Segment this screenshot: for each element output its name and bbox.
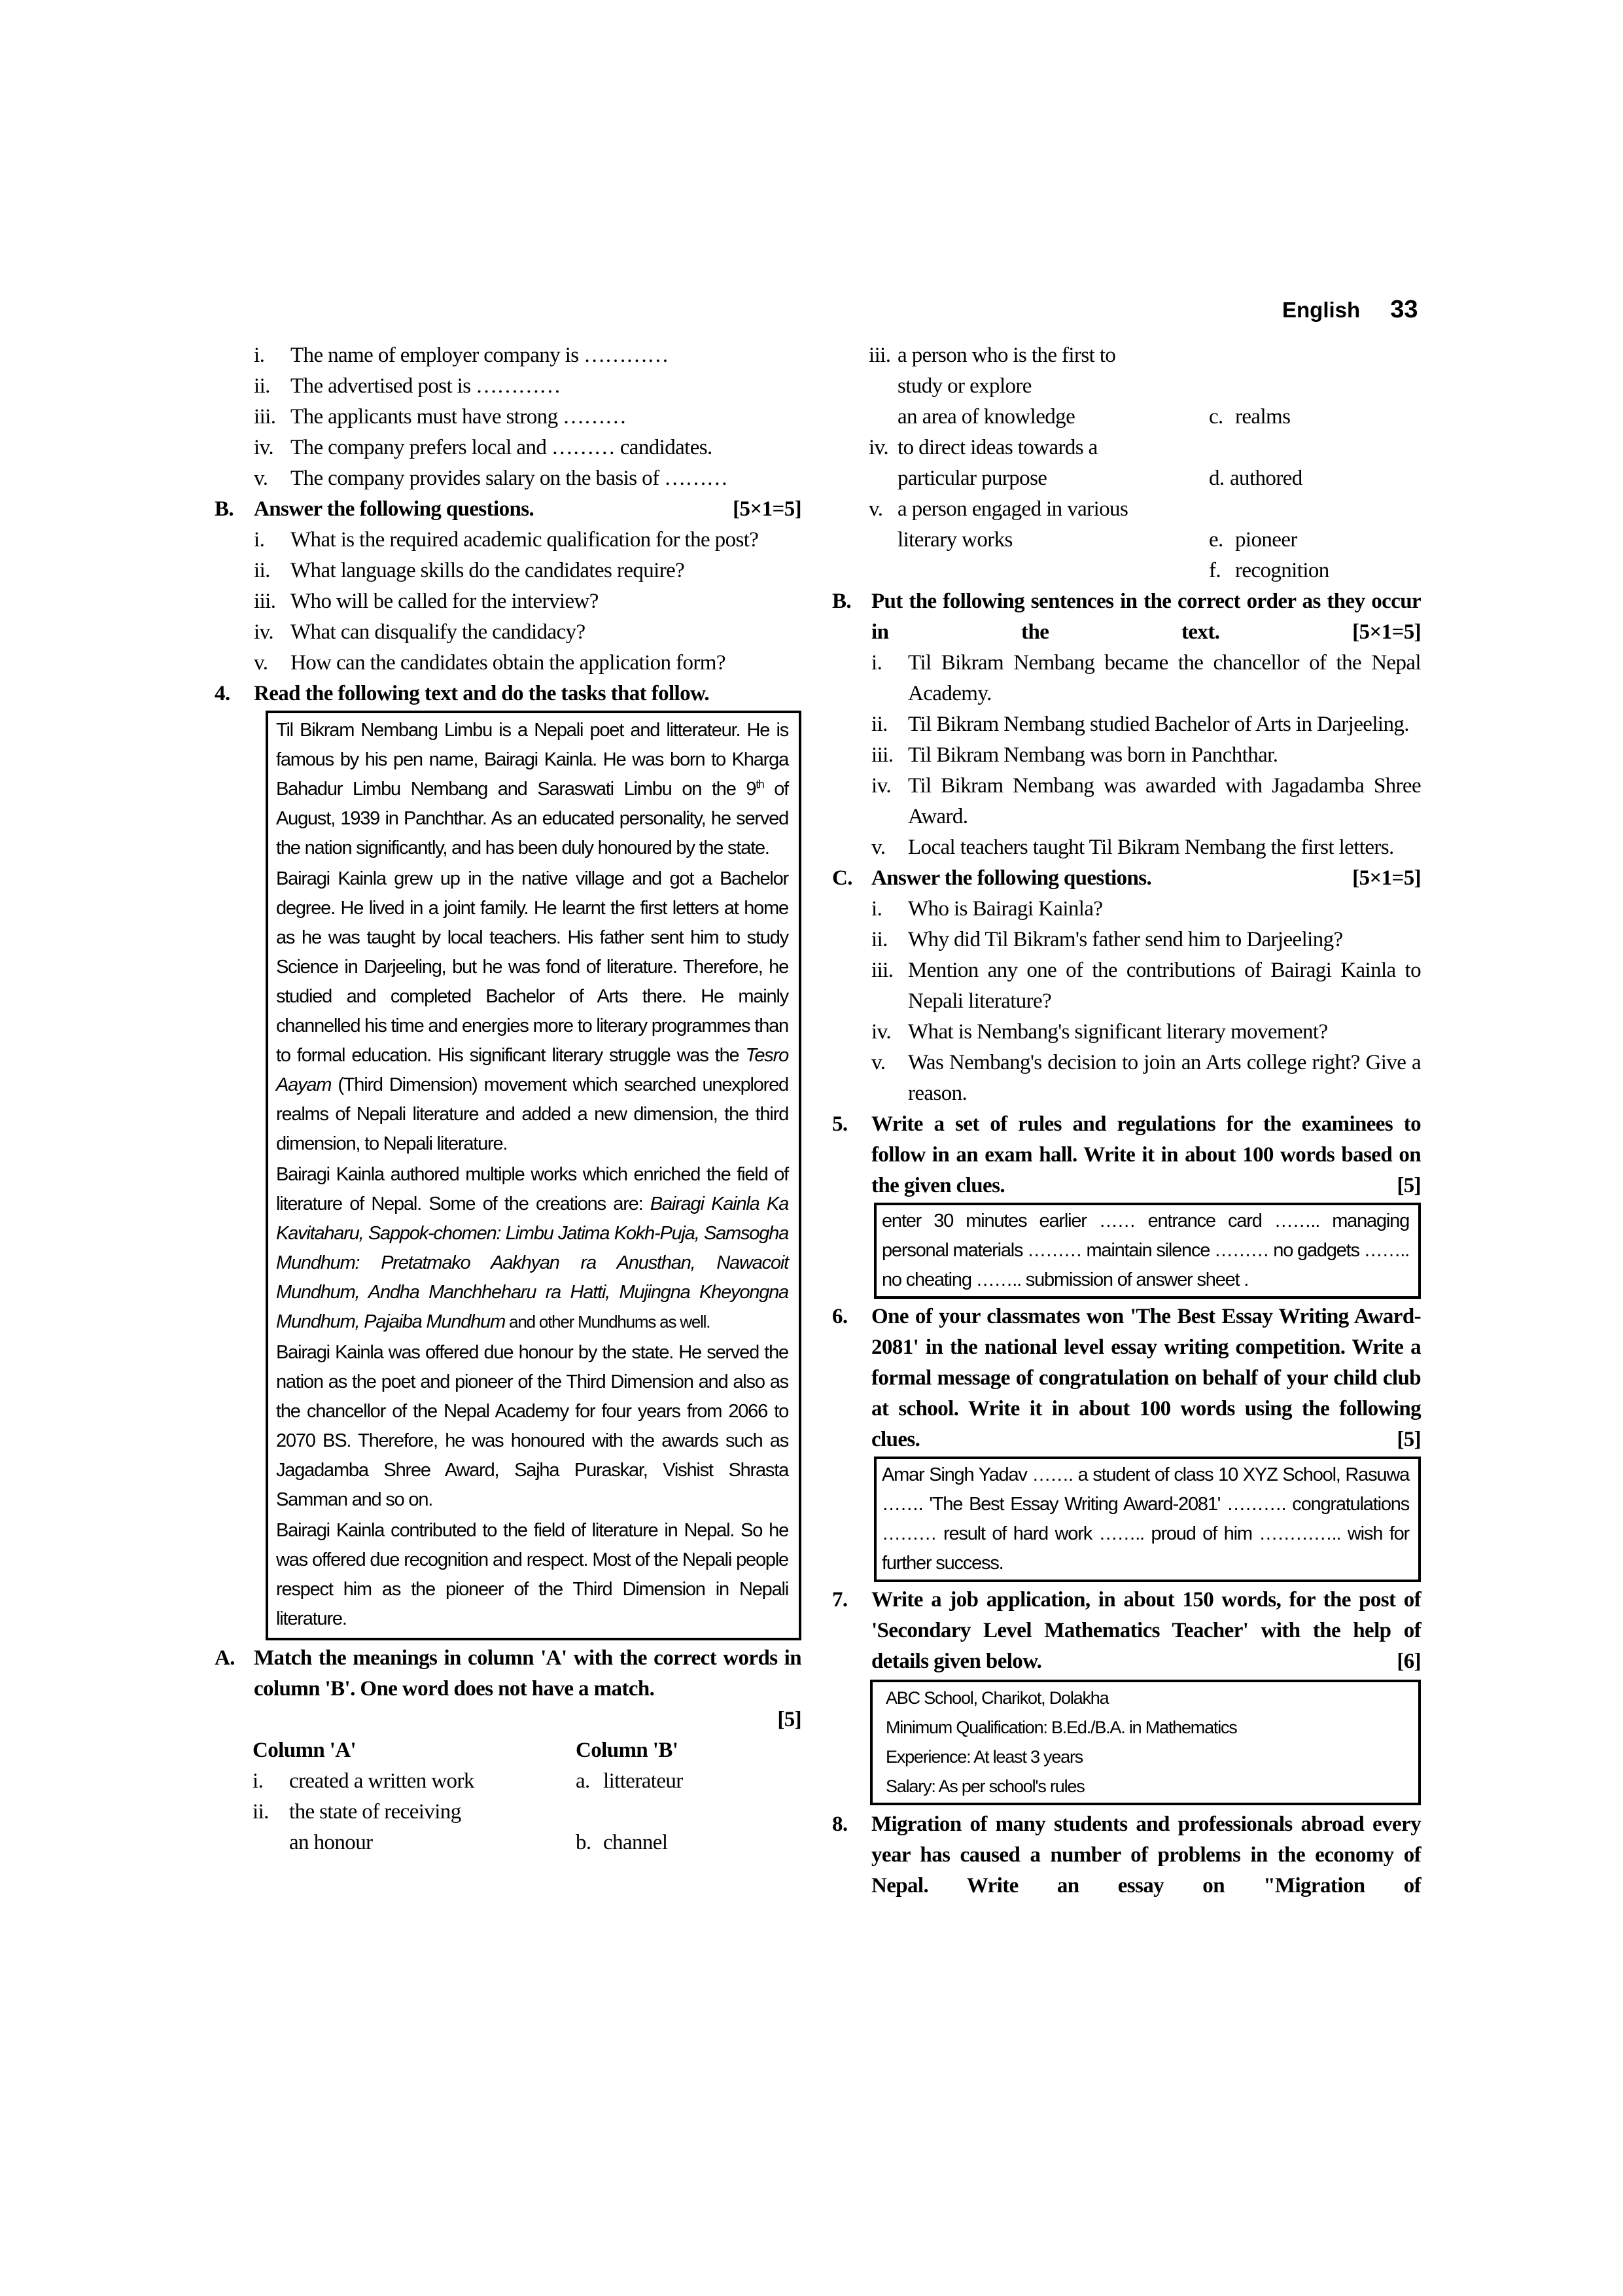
item-text: Was Nembang's decision to join an Arts college right? Give a reason. xyxy=(908,1051,1421,1105)
item-text: What language skills do the candidates require? xyxy=(290,559,685,582)
match-row xyxy=(869,494,1421,556)
list-item xyxy=(832,832,1421,863)
section-label: B. xyxy=(832,590,852,613)
section-title: Answer the following questions. xyxy=(254,497,534,521)
marks: [6] xyxy=(1397,1650,1421,1673)
passage-paragraph: Bairagi Kainla authored multiple works which enriched the field of literature of Nepal. Some of the creations are: Bairagi Kainla Ka Kavitaharu, Sappok-chomen: Limbu Jatima Kokh-Puja, Samsogha Mundhum: Pretatmako Aakhyan ra Anusthan, Nawacoit Mundhum, Andha Manchheharu ra Hatti, Mujingna Kheyongna Mundhum, Pajaiba Mundhum and other Mundhums as well. xyxy=(276,1164,788,1332)
question-title: Write a job application, in about 150 words, for the post of 'Secondary Level Mathematics Teacher' with the help of details given below. xyxy=(871,1588,1421,1673)
question-list xyxy=(215,525,801,679)
column-a-header: Column 'A' xyxy=(253,1739,357,1762)
question-number: 7. xyxy=(832,1588,848,1612)
clue-box: Amar Singh Yadav ……. a student of class 10 XYZ School, Rasuwa ……. 'The Best Essay Writing Award-2081' ………. congratulations ……… result of hard work …….. proud of him ………….. wish for further success. xyxy=(874,1457,1421,1582)
marks: [5×1=5] xyxy=(1352,620,1422,644)
match-row xyxy=(869,556,1421,586)
detail-line: Experience: At least 3 years xyxy=(886,1747,1083,1767)
item-number: v. xyxy=(869,497,883,521)
list-item xyxy=(215,371,801,402)
match-row xyxy=(869,340,1421,433)
item-number: iii. xyxy=(254,590,276,613)
question-list xyxy=(832,894,1421,1109)
list-item xyxy=(832,740,1421,771)
match-header xyxy=(253,1735,801,1766)
marks: [5×1=5] xyxy=(1352,866,1421,890)
list-item xyxy=(832,771,1421,832)
item-text: The advertised post is ………… xyxy=(290,374,561,398)
list-item xyxy=(832,709,1421,740)
item-number: ii. xyxy=(254,374,270,398)
detail-line: ABC School, Charikot, Dolakha xyxy=(886,1688,1109,1708)
section-label: B. xyxy=(215,497,234,521)
item-text: The name of employer company is ………… xyxy=(290,344,669,367)
option-letter: c. xyxy=(1209,405,1223,429)
detail-line: Salary: As per school's rules xyxy=(886,1776,1085,1796)
ordering-list xyxy=(832,648,1421,863)
option-word: litterateur xyxy=(603,1769,683,1793)
item-number: iv. xyxy=(871,774,891,798)
marks: [5] xyxy=(1397,1174,1421,1197)
option-letter: b. xyxy=(576,1831,591,1854)
item-number: iv. xyxy=(869,436,888,459)
reading-passage xyxy=(266,711,801,1640)
marks: [5] xyxy=(1397,1428,1421,1451)
item-number: i. xyxy=(254,528,265,552)
question-6-heading xyxy=(832,1301,1421,1455)
list-item xyxy=(832,1048,1421,1109)
question-7-heading xyxy=(832,1585,1421,1677)
list-item xyxy=(832,955,1421,1017)
match-row xyxy=(869,433,1421,494)
question-8-heading xyxy=(832,1809,1421,1901)
item-text: Til Bikram Nembang became the chancellor of the Nepal Academy. xyxy=(908,651,1421,705)
passage-paragraph: Bairagi Kainla contributed to the field of literature in Nepal. So he was offered due recognition and respect. Most of the Nepali people respect him as the pioneer of the Third Dimension in Nepali literature. xyxy=(276,1520,788,1629)
list-item xyxy=(215,556,801,586)
question-number: 6. xyxy=(832,1305,848,1328)
option-letter: e. xyxy=(1209,528,1223,552)
item-number: iii. xyxy=(871,743,894,767)
meaning-text: a person engaged in various literary works xyxy=(898,497,1128,552)
list-item xyxy=(215,648,801,679)
page-header xyxy=(1282,296,1418,324)
item-text: Til Bikram Nembang was born in Panchthar. xyxy=(908,743,1278,767)
question-title: Migration of many students and professionals abroad every year has caused a number of problems in the economy of Nepal. Write an essay on "Migration of xyxy=(871,1812,1421,1898)
marks: [5×1=5] xyxy=(733,497,801,521)
option-letter: f. xyxy=(1209,559,1221,582)
option-letter: d. xyxy=(1209,467,1225,490)
option-word: channel xyxy=(603,1831,668,1854)
item-text: Mention any one of the contributions of Bairagi Kainla to Nepali literature? xyxy=(908,959,1421,1013)
item-number: i. xyxy=(254,344,265,367)
list-item xyxy=(215,525,801,556)
item-number: i. xyxy=(871,651,882,675)
item-number: ii. xyxy=(871,928,888,951)
match-row xyxy=(253,1766,801,1797)
list-item xyxy=(832,1017,1421,1048)
question-title: Write a set of rules and regulations for the examinees to follow in an exam hall. Write it in about 100 words based on the given clues. xyxy=(871,1112,1421,1197)
section-label: C. xyxy=(832,866,852,890)
fill-in-list xyxy=(215,340,801,494)
left-column xyxy=(215,340,801,1858)
list-item xyxy=(832,894,1421,925)
item-number: ii. xyxy=(871,713,888,736)
question-4-heading xyxy=(215,679,801,709)
list-item xyxy=(215,617,801,648)
question-number: 8. xyxy=(832,1812,848,1836)
list-item xyxy=(215,586,801,617)
item-number: ii. xyxy=(254,559,270,582)
list-item xyxy=(215,433,801,463)
meaning-text: created a written work xyxy=(289,1769,474,1793)
detail-line: Minimum Qualification: B.Ed./B.A. in Mathematics xyxy=(886,1718,1237,1737)
match-table-continued xyxy=(832,340,1421,586)
match-table xyxy=(215,1735,801,1858)
match-row xyxy=(253,1797,801,1858)
section-label: A. xyxy=(215,1646,235,1670)
item-text: The company provides salary on the basis of ……… xyxy=(290,467,728,490)
section-a-heading xyxy=(215,1643,801,1704)
list-item xyxy=(215,463,801,494)
clue-box: enter 30 minutes earlier …… entrance card …….. managing personal materials ……… maintain silence ……… no gadgets …….. no cheating …….. submission of answer sheet . xyxy=(874,1203,1421,1299)
option-word: recognition xyxy=(1235,559,1329,582)
section-b-heading xyxy=(215,494,801,525)
meaning-text: to direct ideas towards a particular purpose xyxy=(898,436,1098,490)
passage-paragraph: Bairagi Kainla grew up in the native village and got a Bachelor degree. He lived in a joint family. He learnt the first letters at home as he was taught by local teachers. His father sent him to study Science in Darjeeling, but he was fond of literature. Therefore, he studied and completed Bachelor of Arts there. He mainly channelled his time and energies more to literary programmes than to formal education. His significant literary struggle was the Tesro Aayam (Third Dimension) movement which searched unexplored realms of Nepali literature and added a new dimension, the third dimension, to Nepali literature. xyxy=(276,868,788,1154)
passage-paragraph: Bairagi Kainla was offered due honour by the state. He served the nation as the poet and pioneer of the Third Dimension and also as the chancellor of the Nepal Academy for four years from 2066 to 2070 BS. Therefore, he was honoured with the awards such as Jagadamba Shree Award, Sajha Puraskar, Vishist Shrasta Samman and so on. xyxy=(276,1342,788,1510)
item-number: v. xyxy=(871,836,886,859)
section-title: Match the meanings in column 'A' with the correct words in column 'B'. One word does not have a match. xyxy=(254,1646,801,1701)
item-number: v. xyxy=(254,651,268,675)
item-number: iv. xyxy=(254,620,273,644)
subject-label: English xyxy=(1282,298,1361,322)
item-text: Til Bikram Nembang was awarded with Jagadamba Shree Award. xyxy=(908,774,1421,828)
item-text: Who will be called for the interview? xyxy=(290,590,599,613)
item-number: ii. xyxy=(253,1800,269,1824)
passage-paragraph: Til Bikram Nembang Limbu is a Nepali poet and litterateur. He is famous by his pen name, Bairagi Kainla. He was born to Kharga Bahadur Limbu Nembang and Saraswati Limbu on the 9th of August, 1939 in Panchthar. As an educated personality, he served the nation significantly, and has been duly honoured by the state. xyxy=(276,720,788,858)
item-text: What is Nembang's significant literary movement? xyxy=(908,1020,1328,1044)
question-5-heading xyxy=(832,1109,1421,1201)
item-number: i. xyxy=(253,1769,264,1793)
item-number: iv. xyxy=(254,436,273,459)
question-title: Read the following text and do the tasks that follow. xyxy=(254,682,710,705)
question-title: One of your classmates won 'The Best Essay Writing Award-2081' in the national level essay writing competition. Write a formal message of congratulation on behalf of your child club at school. Write it in about 100 words using the following clues. xyxy=(871,1305,1421,1451)
job-details-box xyxy=(870,1680,1421,1805)
option-word: realms xyxy=(1235,405,1291,429)
section-c-heading xyxy=(832,863,1421,894)
item-text: The applicants must have strong ……… xyxy=(290,405,627,429)
item-number: iii. xyxy=(869,344,891,367)
item-text: Why did Til Bikram's father send him to Darjeeling? xyxy=(908,928,1343,951)
item-number: iii. xyxy=(254,405,276,429)
item-text: What can disqualify the candidacy? xyxy=(290,620,585,644)
item-number: iii. xyxy=(871,959,894,982)
list-item xyxy=(832,648,1421,709)
marks: [5] xyxy=(777,1708,801,1731)
option-word: authored xyxy=(1230,467,1302,490)
right-column xyxy=(832,340,1421,1901)
item-text: What is the required academic qualification for the post? xyxy=(290,528,759,552)
item-text: Who is Bairagi Kainla? xyxy=(908,897,1103,921)
option-word: pioneer xyxy=(1235,528,1297,552)
item-number: v. xyxy=(871,1051,886,1074)
list-item xyxy=(215,340,801,371)
item-text: Local teachers taught Til Bikram Nembang the first letters. xyxy=(908,836,1394,859)
list-item xyxy=(832,925,1421,955)
list-item xyxy=(215,402,801,433)
section-title: Put the following sentences in the correct order as they occur in the text. xyxy=(871,590,1421,644)
item-number: iv. xyxy=(871,1020,891,1044)
question-number: 4. xyxy=(215,682,230,705)
page-number: 33 xyxy=(1390,296,1418,323)
meaning-text: a person who is the first to study or explore an area of knowledge xyxy=(898,344,1116,429)
item-text: Til Bikram Nembang studied Bachelor of Arts in Darjeeling. xyxy=(908,713,1409,736)
section-b-order-heading xyxy=(832,586,1421,648)
item-number: v. xyxy=(254,467,268,490)
item-text: How can the candidates obtain the application form? xyxy=(290,651,725,675)
column-b-header: Column 'B' xyxy=(576,1739,678,1762)
section-title: Answer the following questions. xyxy=(871,866,1152,890)
question-number: 5. xyxy=(832,1112,848,1136)
option-letter: a. xyxy=(576,1769,590,1793)
meaning-text: the state of receiving an honour xyxy=(289,1800,461,1854)
item-text: The company prefers local and ……… candidates. xyxy=(290,436,712,459)
item-number: i. xyxy=(871,897,882,921)
